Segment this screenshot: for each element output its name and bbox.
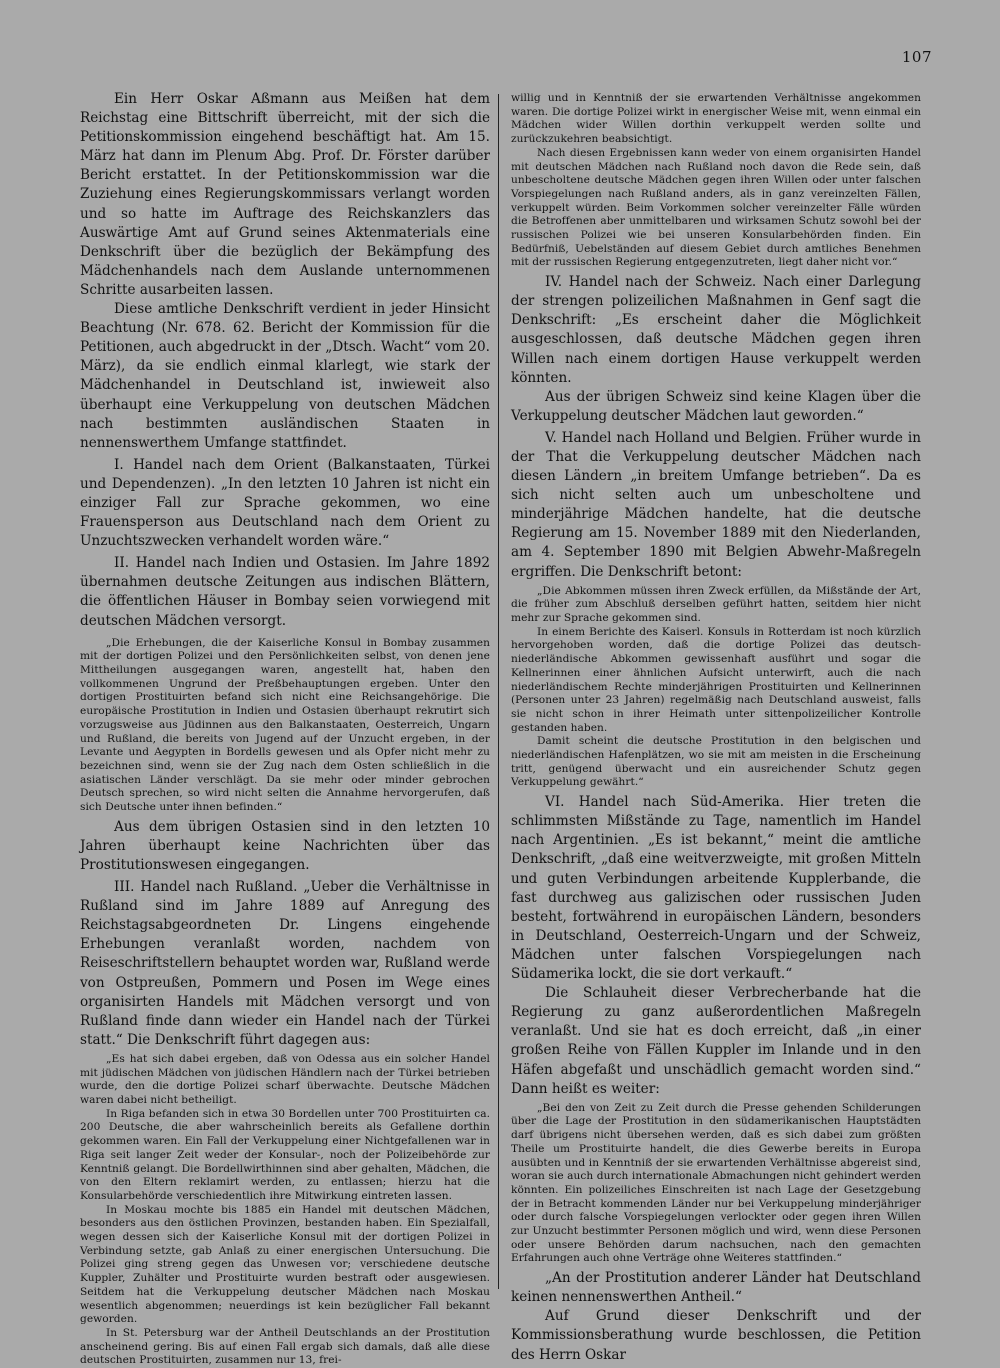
paragraph: Aus dem übrigen Ostasien sind in den letzten 10 Jahren überhaupt keine Nachrichten über das Prostitutionswesen eingegangen. — [80, 818, 490, 873]
paragraph: In St. Petersburg war der Antheil Deutschlands an der Prostitution anscheinend gering. Bis auf einen Fall ergab sich damals, daß alle diese deutschen Prostituirten, zusammen nur 13, frei- — [80, 1326, 490, 1367]
paragraph: Damit scheint die deutsche Prostitution in den belgischen und niederländischen Hafenplätzen, wo sie mit am meisten in die Erscheinung tritt, genügend überwacht und ein ausreichender Schutz gegen Verkuppelung gewährt.“ — [511, 735, 921, 789]
paragraph: VI. Handel nach Süd-Amerika. Hier treten die schlimmsten Mißstände zu Tage, namentlich im Handel nach Argentinien. „Es ist bekannt,“ meint die amtliche Denkschrift, „daß eine weitverzweigte, mit großen Mitteln und guten Verbindungen arbeitende Kupplerbande, die fast durchweg aus galizischen oder russischen Juden besteht, fortwährend in europäischen Ländern, besonders in Deutschland, Oesterreich-Ungarn und der Schweiz, Mädchen unter falschen Vorspiegelungen nach Südamerika lockt, die sie dort verkauft.“ — [511, 794, 921, 983]
paragraph: Ein Herr Oskar Aßmann aus Meißen hat dem Reichstag eine Bittschrift überreicht, mit der sich die Petitionskommission eingehend beschäftigt hat. Am 15. März hat dann im Plenum Abg. Prof. Dr. Förster darüber Bericht erstattet. In der Petitionskommission war die Zuziehung eines Regierungskommissars verlangt worden und so hatte im Auftrage des Reichskanzlers das Auswärtige Amt auf Grund seines Aktenmaterials eine Denkschrift über die bezüglich der Bekämpfung des Mädchenhandels nach dem Auslande unternommenen Schritte ausarbeiten lassen. — [80, 91, 490, 298]
paragraph: IV. Handel nach der Schweiz. Nach einer Darlegung der strengen polizeilichen Maßnahmen in Genf sagt die Denkschrift: „Es erscheint daher die Möglichkeit ausgeschlossen, daß deutsche Mädchen gegen ihren Willen nach einem dortigen Hause verkuppelt werden könnten. — [511, 274, 921, 386]
right-column — [511, 92, 921, 1365]
paragraph: Auf Grund dieser Denkschrift und der Kommissionsberathung wurde beschlossen, die Petition des Herrn Oskar — [511, 1308, 921, 1363]
paragraph: I. Handel nach dem Orient (Balkanstaaten, Türkei und Dependenzen). „In den letzten 10 Jahren ist nicht ein einziger Fall zur Sprache gekommen, wo eine Frauensperson aus Deutschland nach dem Orient zu Unzuchtszwecken verhandelt worden wäre.“ — [80, 456, 490, 550]
left-column — [80, 90, 490, 1368]
paragraph: Aus der übrigen Schweiz sind keine Klagen über die Verkuppelung deutscher Mädchen laut geworden.“ — [511, 388, 921, 424]
paragraph: V. Handel nach Holland und Belgien. Früher wurde in der That die Verkuppelung deutscher Mädchen nach diesen Ländern „in breitem Umfange betrieben“. Da es sich nicht selten auch um unbescholtene und minderjährige Mädchen handelte, hat die deutsche Regierung am 15. November 1889 mit den Niederlanden, am 4. September 1890 mit Belgien Abwehr-Maßregeln ergriffen. Die Denkschrift betont: — [511, 429, 921, 580]
column-divider — [498, 94, 499, 1289]
paragraph: Die Schlauheit dieser Verbrecherbande hat die Regierung zu ganz außerordentlichen Maßregeln veranlaßt. Und sie hat es doch erreicht, daß „in einer großen Reihe von Fällen Kuppler im Inlande und in den Häfen abgefaßt und unschädlich gemacht worden sind.“ Dann heißt es weiter: — [511, 985, 921, 1097]
paragraph: In Moskau mochte bis 1885 ein Handel mit deutschen Mädchen, besonders aus den östlichen Provinzen, bestanden haben. Ein Spezialfall, wegen dessen sich der Kaiserliche Konsul mit der dortigen Polizei in Verbindung setzte, gab Anlaß zu einer energischen Untersuchung. Die Polizei ging streng gegen das Unwesen vor; verschiedene deutsche Kuppler, Zuhälter und Prostituirte wurden bestraft oder ausgewiesen. Seitdem hat die Verkuppelung deutscher Mädchen nach Moskau wesentlich abgenommen; neuerdings ist kein bezüglicher Fall bekannt geworden. — [80, 1203, 490, 1326]
paragraph: Diese amtliche Denkschrift verdient in jeder Hinsicht Beachtung (Nr. 678. 62. Bericht der Kommission für die Petitionen, auch abgedruckt in der „Dtsch. Wacht“ vom 20. März), da sie endlich einmal klarlegt, wie stark der Mädchenhandel in Deutschland ist, inwieweit also überhaupt eine Verkuppelung von deutschen Mädchen nach bestimmten ausländischen Staaten in nennenswerthem Umfange stattfindet. — [80, 301, 490, 451]
paragraph: „Die Erhebungen, die der Kaiserliche Konsul in Bombay zusammen mit der dortigen Polizei und den Persönlichkeiten selbst, von denen jene Mittheilungen ausgegangen waren, angestellt hat, haben den vollkommenen Ungrund der Preßbehauptungen ergeben. Unter den dortigen Prostituirten befand sich nicht eine Reichsangehörige. Die europäische Prostitution in Indien und Ostasien überhaupt rekrutirt sich vorzugsweise aus Jüdinnen aus den Balkanstaaten, Oesterreich, Ungarn und Rußland, die bereits von Jugend auf der Unzucht ergeben, in der Levante und Aegypten in Bordells gewesen und als Opfer nicht mehr zu bezeichnen sind, wenn sie der Zug nach dem Osten schließlich in die asiatischen Länder verschlägt. Da sie mehr oder minder gebrochen Deutsch sprechen, so wird nicht selten die Annahme hervorgerufen, daß sich Deutsche unter ihnen befinden.“ — [80, 636, 490, 814]
paragraph: „Bei den von Zeit zu Zeit durch die Presse gehenden Schilderungen über die Lage der Prostitution in den südamerikanischen Hauptstädten darf übrigens nicht übersehen werden, daß es sich dabei zum größten Theile um Prostituirte handelt, die dies Gewerbe bereits in Europa ausübten und in Kenntniß der sie erwartenden Verhältnisse abgereist sind, woran sie auch durch internationale Abmachungen nicht gehindert werden könnten. Ein polizeiliches Einschreiten ist nach Lage der Gesetzgebung der in Betracht kommenden Länder nur bei Verkuppelung minderjähriger oder durch falsche Vorspiegelungen verlockter oder gegen ihren Willen zur Unzucht bestimmter Personen möglich und wird, wenn diese Personen oder unsere Behörden darum nachsuchen, nach den gemachten Erfahrungen auch ohne Verträge ohne Weiteres stattfinden.“ — [511, 1101, 921, 1265]
paragraph: „An der Prostitution anderer Länder hat Deutschland keinen nennenswerthen Antheil.“ — [511, 1270, 921, 1306]
paragraph: In Riga befanden sich in etwa 30 Bordellen unter 700 Prostituirten ca. 200 Deutsche, die aber wahrscheinlich bereits als Gefallene dorthin gekommen waren. Ein Fall der Verkuppelung einer Nichtgefallenen war in Riga seit langer Zeit weder der Konsular-, noch der Polizeibehörde zur Kenntniß gelangt. Die Bordellwirthinnen sind aber gehalten, Mädchen, die von den Eltern reklamirt werden, zu entlassen; hierzu hat die Konsularbehörde verschiedentlich ihre Mitwirkung eintreten lassen. — [80, 1107, 490, 1202]
paragraph: II. Handel nach Indien und Ostasien. Im Jahre 1892 übernahmen deutsche Zeitungen aus indischen Blättern, die öffentlichen Häuser in Bombay seien vorwiegend mit deutschen Mädchen versorgt. — [80, 555, 490, 629]
paragraph: „Es hat sich dabei ergeben, daß von Odessa aus ein solcher Handel mit jüdischen Mädchen von jüdischen Händlern nach der Türkei betrieben wurde, den die dortige Polizei scharf überwachte. Deutsche Mädchen waren dabei nicht betheiligt. — [80, 1052, 490, 1106]
paragraph: Nach diesen Ergebnissen kann weder von einem organisirten Handel mit deutschen Mädchen nach Rußland noch davon die Rede sein, daß unbescholtene deutsche Mädchen gegen ihren Willen oder unter falschen Vorspiegelungen nach Rußland anders, als in ganz vereinzelten Fällen, verkuppelt würden. Beim Vorkommen solcher vereinzelter Fälle würden die Betroffenen aber unmittelbaren und wirksamen Schutz sowohl bei der russischen Polizei wie bei unseren Konsularbehörden finden. Ein Bedürfniß, Uebelständen auf diesem Gebiet durch amtliches Benehmen mit der russischen Regierung entgegenzutreten, liegt daher nicht vor.“ — [511, 146, 921, 269]
paragraph: III. Handel nach Rußland. „Ueber die Verhältnisse in Rußland sind im Jahre 1889 auf Anregung des Reichstagsabgeordneten Dr. Lingens eingehende Erhebungen veranlaßt worden, nachdem von Reiseschriftstellern behauptet worden war, Rußland werde von Ostpreußen, Pommern und Posen im Wege eines organisirten Handels mit Mädchen versorgt und von Rußland finde dann wieder ein Handel nach der Türkei statt.“ Die Denkschrift führt dagegen aus: — [80, 879, 490, 1048]
paragraph: „Die Abkommen müssen ihren Zweck erfüllen, da Mißstände der Art, die früher zum Abschluß derselben geführt hatten, seitdem hier nicht mehr zur Sprache gekommen sind. — [511, 584, 921, 625]
paragraph: In einem Berichte des Kaiserl. Konsuls in Rotterdam ist noch kürzlich hervorgehoben worden, daß die dortige Polizei das deutsch-niederländische Abkommen gewissenhaft ausführt und sogar die Kellnerinnen einer ähnlichen Aufsicht unterwirft, auch die nach niederländischem Rechte minderjährigen Prostituirten und Kellnerinnen (Personen unter 23 Jahren) regelmäßig nach Deutschland ausweist, falls sie nicht schon in ihrer Heimath unter sittenpolizeilicher Kontrolle gestanden haben. — [511, 625, 921, 734]
page-number: 107 — [901, 48, 932, 66]
paragraph: willig und in Kenntniß der sie erwartenden Verhältnisse angekommen waren. Die dortige Polizei wirkt in energischer Weise mit, wenn einmal ein Mädchen wider Willen dorthin verkuppelt werden sollte und zurückzukehren beabsichtigt. — [511, 92, 921, 146]
